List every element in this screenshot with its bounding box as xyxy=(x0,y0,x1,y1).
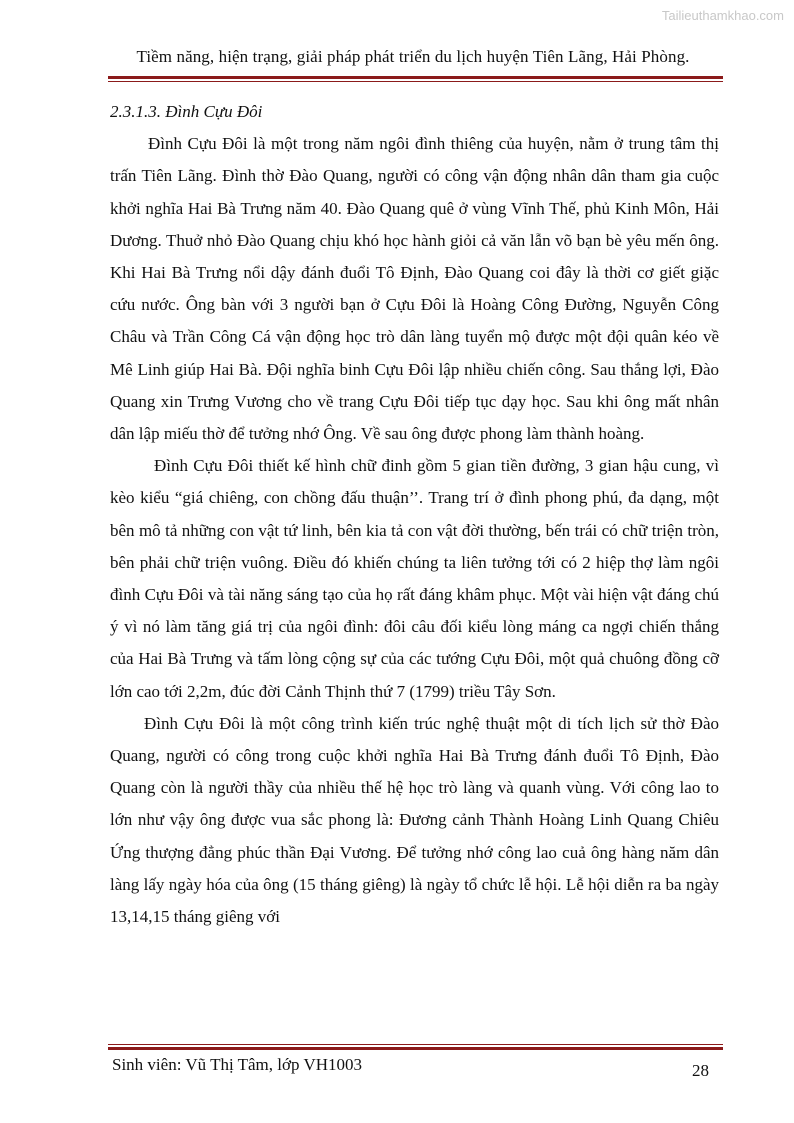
header-rule-thick xyxy=(108,76,723,79)
paragraph-1: Đình Cựu Đôi là một trong năm ngôi đình thiêng của huyện, nằm ở trung tâm thị trấn Tiên Lãng. Đình thờ Đào Quang, người có công vận động nhân dân tham gia cuộc khởi nghĩa Hai Bà Trưng năm 40. Đào Quang quê ở vùng Vĩnh Thế, phủ Kinh Môn, Hải Dương. Thuở nhỏ Đào Quang chịu khó học hành giỏi cả văn lẫn võ bạn bè yêu mến ông. Khi Hai Bà Trưng nổi dậy đánh đuổi Tô Định, Đào Quang coi đây là thời cơ giết giặc cứu nước. Ông bàn với 3 người bạn ở Cựu Đôi là Hoàng Công Đường, Nguyễn Công Châu và Trần Công Cá vận động học trò dân làng tuyển mộ được một đội quân kéo về Mê Linh giúp Hai Bà. Đội nghĩa binh Cựu Đôi lập nhiều chiến công. Sau thắng lợi, Đào Quang xin Trưng Vương cho về trang Cựu Đôi tiếp tục dạy học. Sau khi ông mất nhân dân lập miếu thờ để tưởng nhớ Ông. Về sau ông được phong làm thành hoàng. xyxy=(110,134,719,444)
page-number: 28 xyxy=(692,1061,709,1080)
page-body xyxy=(110,96,719,933)
section-title: 2.3.1.3. Đình Cựu Đôi xyxy=(110,102,263,121)
header-rule-thin xyxy=(108,81,723,82)
paragraph-3: Đình Cựu Đôi là một công trình kiến trúc nghệ thuật một di tích lịch sử thờ Đào Quang, người có công trong cuộc khởi nghĩa Hai Bà Trưng đánh đuổi Tô Định, Đào Quang còn là người thầy của nhiều thế hệ học trò làng và quanh vùng. Với công lao to lớn như vậy ông được vua sắc phong là: Đương cảnh Thành Hoàng Linh Quang Chiêu Ứng thượng đẳng phúc thần Đại Vương. Để tưởng nhớ công lao cuả ông hàng năm dân làng lấy ngày hóa của ông (15 tháng giêng) là ngày tổ chức lễ hội. Lễ hội diễn ra ba ngày 13,14,15 tháng giêng với xyxy=(110,713,719,927)
footer-rule-thin xyxy=(108,1044,723,1045)
footer-student: Sinh viên: Vũ Thị Tâm, lớp VH1003 xyxy=(112,1055,362,1074)
watermark: Tailieuthamkhao.com xyxy=(661,8,784,23)
footer-rule-thick xyxy=(108,1047,723,1050)
running-header: Tiềm năng, hiện trạng, giải pháp phát triển du lịch huyện Tiên Lãng, Hải Phòng. xyxy=(136,47,690,66)
paragraph-2: Đình Cựu Đôi thiết kế hình chữ đinh gồm 5 gian tiền đường, 3 gian hậu cung, vì kèo kiểu “giá chiêng, con chồng đấu thuận’’. Trang trí ở đình phong phú, đa dạng, một bên mô tả những con vật tứ linh, bên kia tả con vật đời thường, bến trái có chữ triện tròn, bên phải chữ triện vuông. Điều đó khiến chúng ta liên tưởng tới có 2 hiệp thợ làm ngôi đình Cựu Đôi và tài năng sáng tạo của họ rất đáng khâm phục. Một vài hiện vật đáng chú ý vì nó làm tăng giá trị của ngôi đình: đôi câu đối kiểu lòng máng ca ngợi chiến thắng của Hai Bà Trưng và tấm lòng cộng sự của các tướng Cựu Đôi, một quả chuông đồng cỡ lớn cao tới 2,2m, đúc đời Cảnh Thịnh thứ 7 (1799) triều Tây Sơn. xyxy=(110,456,719,701)
